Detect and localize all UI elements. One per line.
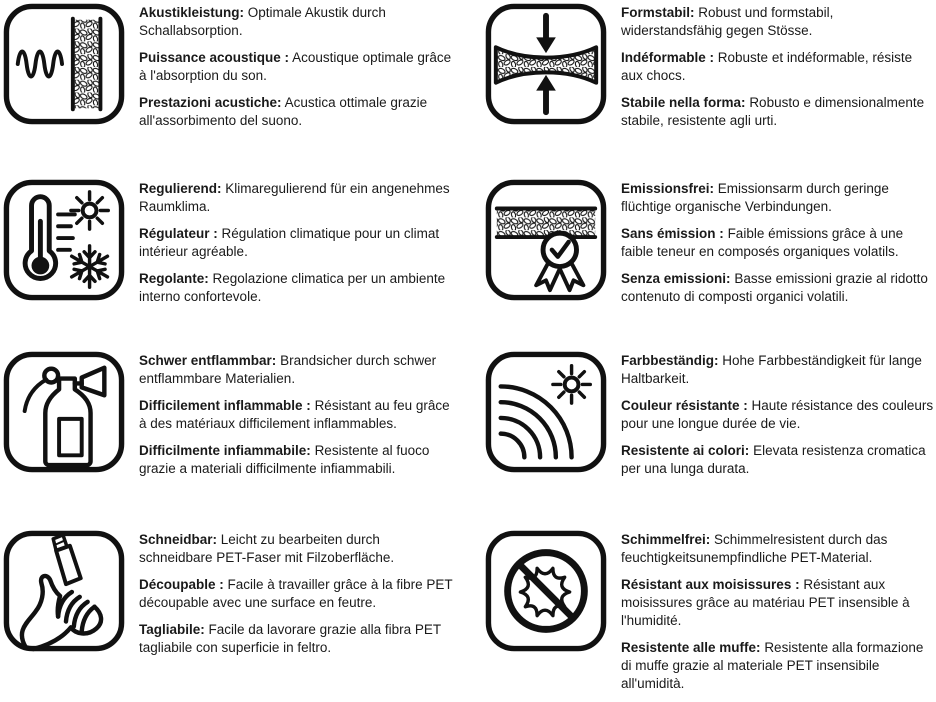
- feature-desc-fr: Facile à travailler grâce à la fibre PET découpable avec une surface en feutre.: [139, 577, 453, 610]
- feature-text-fr: [139, 49, 453, 85]
- feature-label-fr: Indéformable :: [621, 50, 715, 65]
- feature-desc-de: Emissionsarm durch geringe flüchtige organische Verbindungen.: [621, 181, 889, 214]
- feature-text-de: [139, 531, 453, 567]
- feature-texts: [621, 530, 935, 702]
- feature-text-fr: [139, 576, 453, 612]
- feature-text-fr: [139, 225, 453, 261]
- feature-low-emission: [485, 179, 935, 351]
- feature-desc-it: Acustica ottimale grazie all'assorbimento del suono.: [139, 95, 428, 128]
- feature-desc-it: Basse emissioni grazie al ridotto contenuto di composti organici volatili.: [621, 271, 928, 304]
- feature-desc-fr: Acoustique optimale grâce à l'absorption du son.: [139, 50, 452, 83]
- feature-label-it: Stabile nella forma:: [621, 95, 746, 110]
- feature-label-fr: Difficilement inflammable :: [139, 398, 311, 413]
- feature-desc-it: Regolazione climatica per un ambiente interno confortevole.: [139, 271, 446, 304]
- feature-text-fr: [621, 225, 935, 261]
- feature-label-it: Prestazioni acustiche:: [139, 95, 282, 110]
- feature-label-de: Akustikleistung:: [139, 5, 245, 20]
- feature-desc-de: Robust und formstabil, widerstandsfähig gegen Stösse.: [621, 5, 834, 38]
- feature-label-fr: Couleur résistante :: [621, 398, 748, 413]
- feature-label-fr: Puissance acoustique :: [139, 50, 290, 65]
- feature-text-it: [621, 270, 935, 306]
- feature-text-de: [139, 180, 453, 216]
- feature-text-it: [621, 639, 935, 693]
- feature-label-it: Resistente alle muffe:: [621, 640, 761, 655]
- feature-label-de: Schwer entflammbar:: [139, 353, 277, 368]
- feature-text-it: [139, 270, 453, 306]
- feature-label-de: Emissionsfrei:: [621, 181, 715, 196]
- sound-absorption-icon: [3, 3, 125, 125]
- feature-label-it: Difficilmente infiammabile:: [139, 443, 311, 458]
- feature-desc-fr: Robuste et indéformable, résiste aux chocs.: [621, 50, 913, 83]
- feature-text-fr: [621, 576, 935, 630]
- feature-texts: [621, 179, 935, 315]
- feature-desc-de: Brandsicher durch schwer entflammbare Materialien.: [139, 353, 437, 386]
- feature-text-it: [621, 442, 935, 478]
- feature-cuttable: [3, 530, 453, 702]
- feature-label-it: Senza emissioni:: [621, 271, 731, 286]
- feature-color-fastness: [485, 351, 935, 530]
- feature-label-fr: Résistant aux moisissures :: [621, 577, 800, 592]
- feature-label-it: Regolante:: [139, 271, 209, 286]
- feature-label-fr: Régulateur :: [139, 226, 218, 241]
- fire-extinguisher-icon: [3, 351, 125, 473]
- climate-regulation-icon: [3, 179, 125, 301]
- feature-desc-it: Elevata resistenza cromatica per una lunga durata.: [621, 443, 926, 476]
- feature-desc-de: Klimaregulierend für ein angenehmes Raumklima.: [139, 181, 450, 214]
- feature-text-de: [139, 352, 453, 388]
- hand-cutter-icon: [3, 530, 125, 652]
- feature-desc-fr: Résistant au feu grâce à des matériaux difficilement inflammables.: [139, 398, 450, 431]
- feature-desc-it: Robusto e dimensionalmente stabile, resistente agli urti.: [621, 95, 925, 128]
- feature-label-de: Regulierend:: [139, 181, 222, 196]
- feature-label-it: Tagliabile:: [139, 622, 205, 637]
- feature-text-de: [621, 352, 935, 388]
- feature-label-fr: Sans émission :: [621, 226, 724, 241]
- feature-acoustic-performance: [3, 3, 453, 179]
- feature-text-it: [621, 94, 935, 130]
- feature-label-fr: Découpable :: [139, 577, 224, 592]
- feature-mold-resistant: [485, 530, 935, 702]
- color-fastness-icon: [485, 351, 607, 473]
- feature-desc-de: Schimmelresistent durch das feuchtigkeitsunempfindliche PET-Material.: [621, 532, 888, 565]
- no-mold-icon: [485, 530, 607, 652]
- feature-label-it: Resistente ai colori:: [621, 443, 750, 458]
- feature-texts: [139, 3, 453, 139]
- feature-text-de: [621, 180, 935, 216]
- feature-text-it: [139, 94, 453, 130]
- compression-resistance-icon: [485, 3, 607, 125]
- feature-texts: [139, 179, 453, 315]
- low-emission-certificate-icon: [485, 179, 607, 301]
- feature-text-de: [621, 4, 935, 40]
- feature-climate-regulation: [3, 179, 453, 351]
- feature-desc-fr: Résistant aux moisissures grâce au matériau PET insensible à l'humidité.: [621, 577, 910, 628]
- feature-label-de: Schimmelfrei:: [621, 532, 711, 547]
- feature-dimensional-stability: [485, 3, 935, 179]
- feature-desc-de: Optimale Akustik durch Schallabsorption.: [139, 5, 386, 38]
- feature-flame-retardant: [3, 351, 453, 530]
- feature-text-fr: [621, 397, 935, 433]
- feature-text-fr: [621, 49, 935, 85]
- feature-text-it: [139, 621, 453, 657]
- feature-texts: [621, 3, 935, 139]
- feature-texts: [139, 351, 453, 487]
- feature-texts: [621, 351, 935, 487]
- feature-text-de: [621, 531, 935, 567]
- feature-desc-fr: Haute résistance des couleurs pour une longue durée de vie.: [621, 398, 934, 431]
- feature-text-it: [139, 442, 453, 478]
- feature-desc-de: Leicht zu bearbeiten durch schneidbare PET-Faser mit Filzoberfläche.: [139, 532, 395, 565]
- feature-desc-fr: Faible émissions grâce à une faible teneur en composés organiques volatils.: [621, 226, 904, 259]
- feature-label-de: Farbbeständig:: [621, 353, 719, 368]
- feature-texts: [139, 530, 453, 666]
- feature-label-de: Formstabil:: [621, 5, 695, 20]
- feature-desc-fr: Régulation climatique pour un climat intérieur agréable.: [139, 226, 440, 259]
- feature-desc-de: Hohe Farbbeständigkeit für lange Haltbarkeit.: [621, 353, 922, 386]
- feature-text-de: [139, 4, 453, 40]
- feature-desc-it: Resistente alla formazione di muffe grazie al materiale PET insensibile all'umidità.: [621, 640, 924, 691]
- feature-text-fr: [139, 397, 453, 433]
- feature-desc-it: Facile da lavorare grazie alla fibra PET tagliabile con superficie in feltro.: [139, 622, 441, 655]
- feature-label-de: Schneidbar:: [139, 532, 218, 547]
- feature-desc-it: Resistente al fuoco grazie a materiali difficilmente infiammabili.: [139, 443, 430, 476]
